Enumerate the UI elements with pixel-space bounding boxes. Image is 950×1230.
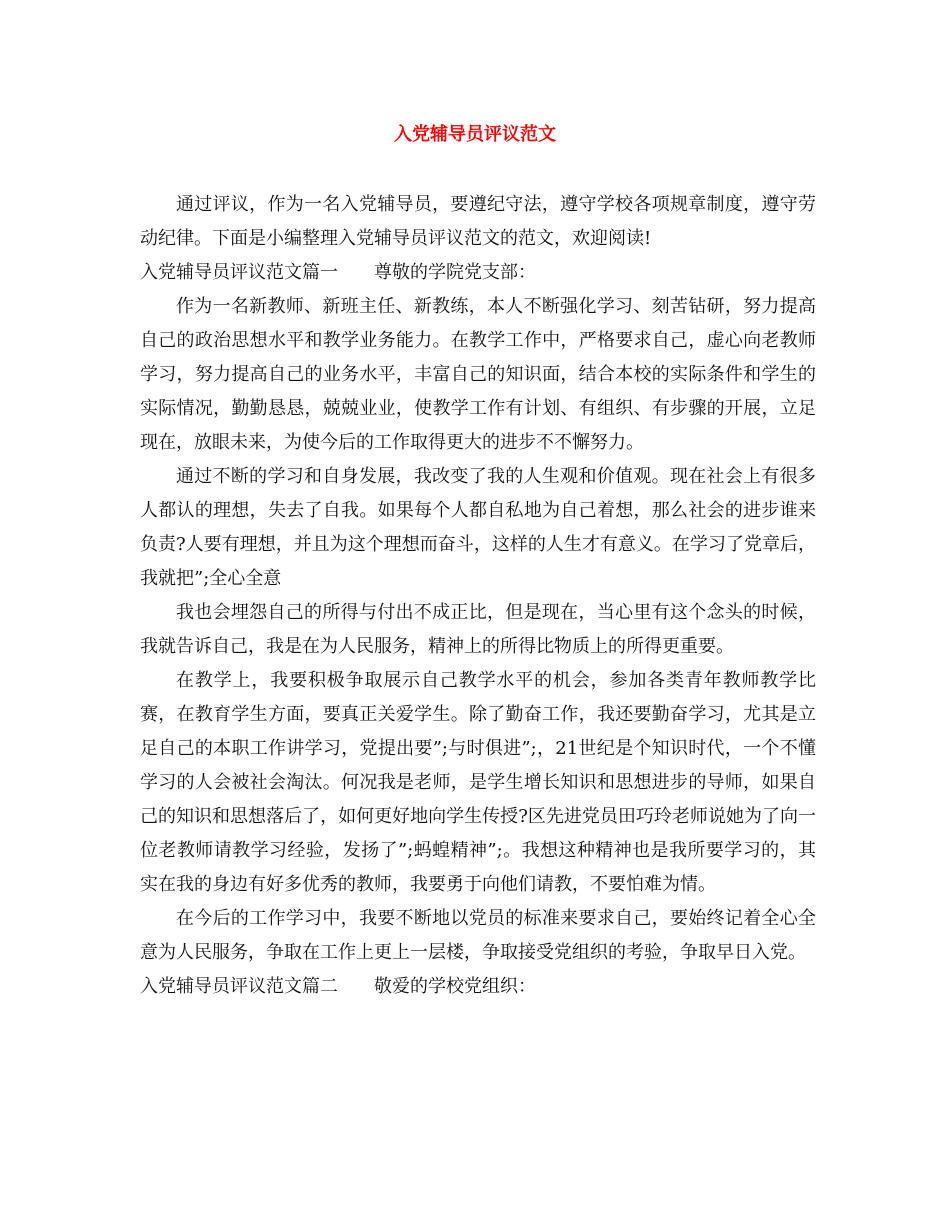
body-paragraph: 通过不断的学习和自身发展，我改变了我的人生观和价值观。现在社会上有很多人都认的理想，失去了自我。如果每个人都自私地为自己着想，那么社会的进步谁来负责?人要有理想，并且为这个理想而奋斗，这样的人生才有意义。在学习了党章后，我就把”;全心全意 xyxy=(140,466,816,589)
intro-paragraph: 通过评议，作为一名入党辅导员，要遵纪守法，遵守学校各项规章制度，遵守劳动纪律。下面是小编整理入党辅导员评议范文的范文，欢迎阅读! xyxy=(140,194,816,249)
document-title: 入党辅导员评议范文 xyxy=(394,124,556,145)
body-paragraph: 在今后的工作学习中，我要不断地以党员的标准来要求自己，要始终记着全心全意为人民服务，争取在工作上更上一层楼，争取接受党组织的考验，争取早日入党。 xyxy=(140,908,816,963)
document-body xyxy=(140,188,816,1004)
body-paragraph: 在教学上，我要积极争取展示自己教学水平的机会，参加各类青年教师教学比赛，在教育学生方面，要真正关爱学生。除了勤奋工作，我还要勤奋学习，尤其是立足自己的本职工作讲学习，党提出要”;与时俱进”;，21世纪是个知识时代，一个不懂学习的人会被社会淘汰。何况我是老师，是学生增长知识和思想进步的导师，如果自己的知识和思想落后了，如何更好地向学生传授?区先进党员田巧玲老师说她为了向一位老教师请教学习经验，发扬了”;蚂蝗精神”;。我想这种精神也是我所要学习的，其实在我的身边有好多优秀的教师，我要勇于向他们请教，不要怕难为情。 xyxy=(140,670,816,895)
section-heading-two: 入党辅导员评议范文篇二 敬爱的学校党组织： xyxy=(140,976,536,997)
body-paragraph: 我也会埋怨自己的所得与付出不成正比，但是现在，当心里有这个念头的时候，我就告诉自己，我是在为人民服务，精神上的所得比物质上的所得更重要。 xyxy=(140,602,816,657)
section-heading-one: 入党辅导员评议范文篇一 尊敬的学院党支部： xyxy=(140,262,536,283)
body-paragraph: 作为一名新教师、新班主任、新教练，本人不断强化学习、刻苦钻研，努力提高自己的政治思想水平和教学业务能力。在教学工作中，严格要求自己，虚心向老教师学习，努力提高自己的业务水平，丰富自己的知识面，结合本校的实际条件和学生的实际情况，勤勤恳恳，兢兢业业，使教学工作有计划、有组织、有步骤的开展，立足现在，放眼未来，为使今后的工作取得更大的进步不不懈努力。 xyxy=(140,296,816,453)
